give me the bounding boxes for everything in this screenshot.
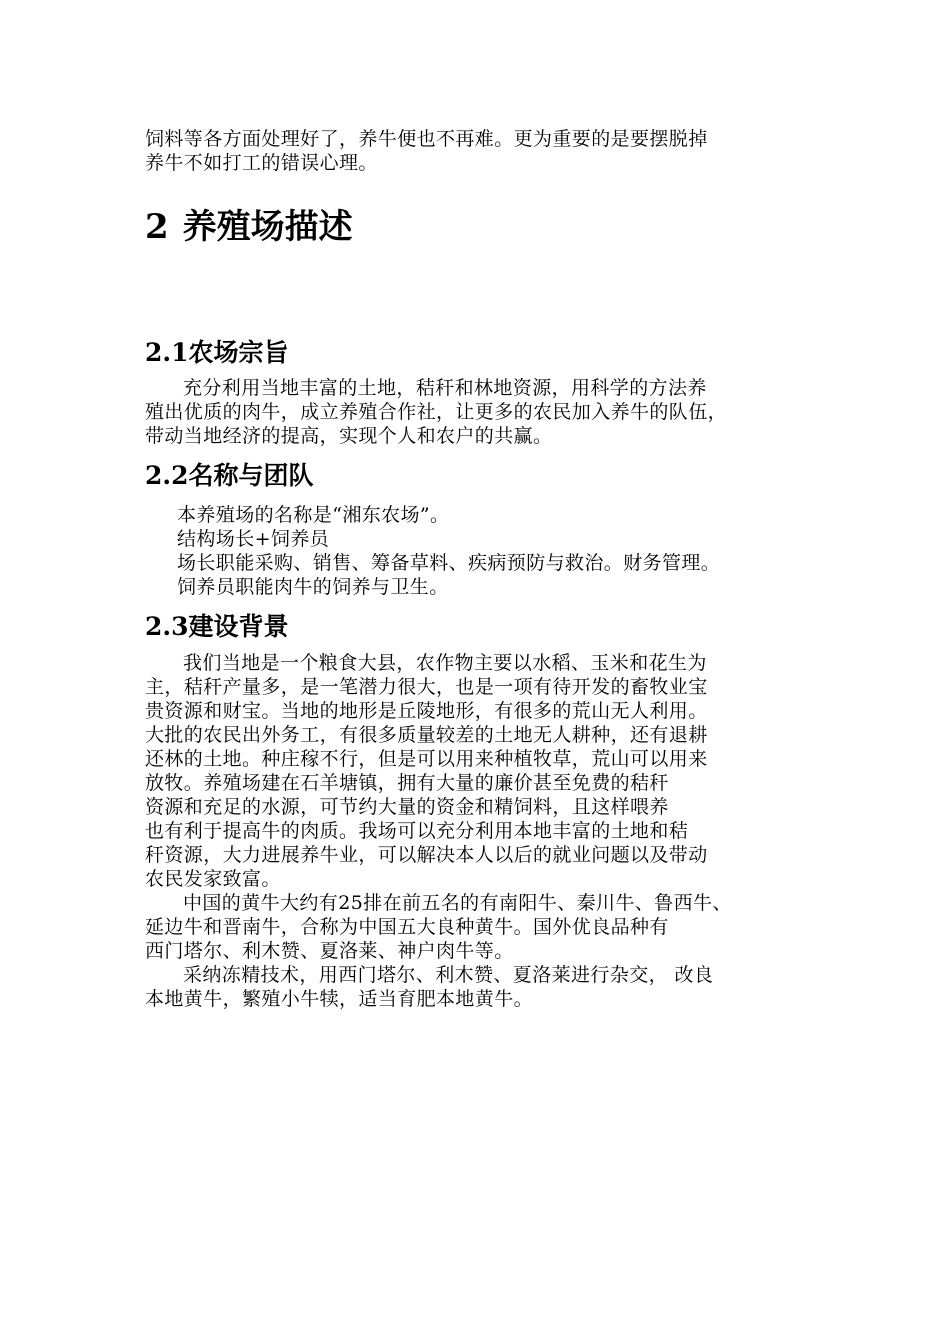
text-line: 西门塔尔、利木赞、夏洛莱、神户肉牛等。: [145, 940, 514, 962]
text-line: 秆资源，大力进展养牛业，可以解决本人以后的就业问题以及带动: [145, 844, 708, 866]
text-line: 大批的农民出外务工，有很多质量较差的土地无人耕种，还有退耕: [145, 724, 708, 746]
team-paragraph: [145, 503, 825, 599]
subsection-heading-2-3: 2.3建设背景: [145, 612, 289, 641]
text-line: 也有利于提高牛的肉质。我场可以充分利用本地丰富的土地和秸: [145, 820, 689, 842]
text-line: 农民发家致富。: [145, 868, 281, 890]
text-line: 本地黄牛，繁殖小牛犊，适当育肥本地黄牛。: [145, 988, 534, 1010]
text-line: 本养殖场的名称是“湘东农场”。: [177, 504, 450, 526]
text-line: 还林的土地。种庄稼不行，但是可以用来种植牧草，荒山可以用来: [145, 748, 708, 770]
background-paragraph-2: [145, 891, 825, 963]
text-line: 放牧。养殖场建在石羊塘镇，拥有大量的廉价甚至免费的秸秆: [145, 772, 669, 794]
text-line: 我们当地是一个粮食大县，农作物主要以水稻、玉米和花生为: [183, 652, 707, 674]
text-line: 主，秸秆产量多，是一笔潜力很大，也是一项有待开发的畜牧业宝: [145, 676, 708, 698]
section-heading: [145, 205, 353, 249]
background-paragraph-1: [145, 651, 825, 891]
text-line: 殖出优质的肉牛，成立养殖合作社，让更多的农民加入养牛的队伍，: [145, 401, 728, 423]
intro-paragraph: [145, 127, 825, 175]
text-line: 采纳冻精技术，用西门塔尔、利木赞、夏洛莱进行杂交， 改良: [183, 964, 714, 986]
text-line: 延边牛和晋南牛，合称为中国五大良种黄牛。国外优良品种有: [145, 916, 669, 938]
text-line: 结构场长+饲养员: [177, 528, 330, 550]
text-line: 中国的黄牛大约有25排在前五名的有南阳牛、秦川牛、鲁西牛、: [183, 892, 732, 914]
text-line: 资源和充足的水源，可节约大量的资金和精饲料，且这样喂养: [145, 796, 669, 818]
text-line: 充分利用当地丰富的土地，秸秆和林地资源，用科学的方法养: [183, 377, 707, 399]
text-line: 带动当地经济的提高，实现个人和农户的共赢。: [145, 425, 553, 447]
subsection-heading-2-1: 2.1农场宗旨: [145, 338, 289, 367]
background-paragraph-3: [145, 963, 825, 1011]
text-line: 养牛不如打工的错误心理。: [145, 152, 378, 174]
text-line: 场长职能采购、销售、筹备草料、疾病预防与救治。财务管理。: [177, 552, 721, 574]
section-title: 养殖场描述: [182, 207, 353, 247]
section-number: 2: [145, 207, 169, 247]
text-line: 饲养员职能肉牛的饲养与卫生。: [177, 576, 449, 598]
text-line: 贵资源和财宝。当地的地形是丘陵地形，有很多的荒山无人利用。: [145, 700, 708, 722]
subsection-heading-2-2: 2.2名称与团队: [145, 461, 314, 490]
text-line: 饲料等各方面处理好了，养牛便也不再难。更为重要的是要摆脱掉: [145, 128, 708, 150]
mission-paragraph: [145, 376, 825, 448]
